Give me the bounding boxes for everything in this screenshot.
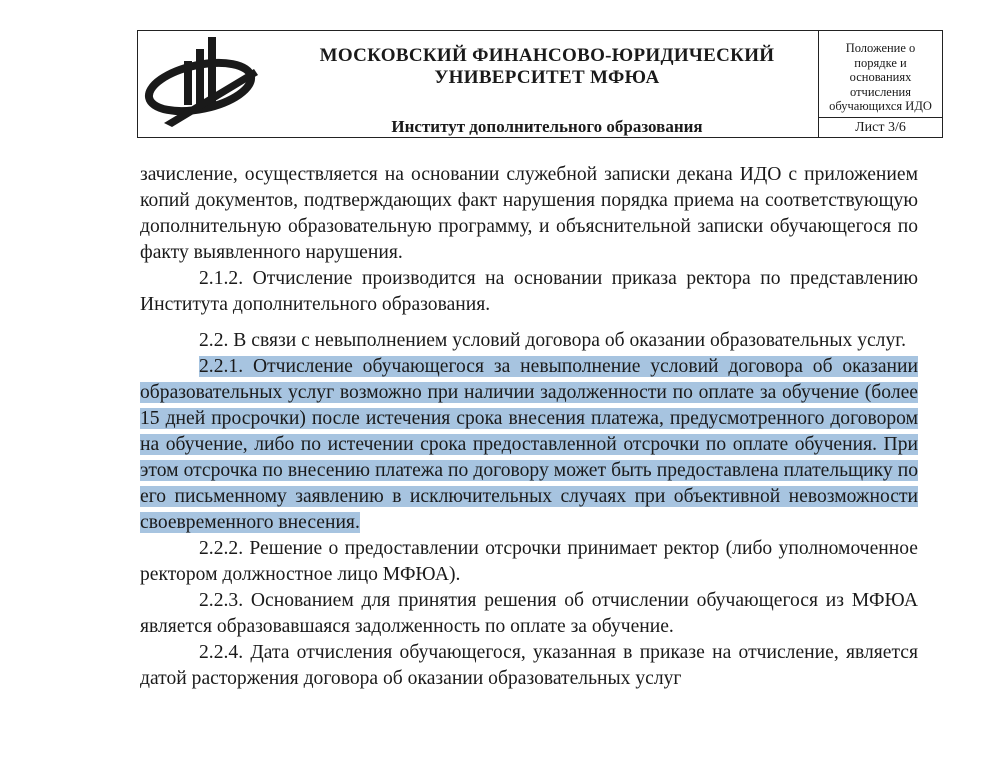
document-name: Положение о порядке и основаниях отчисления обучающихся ИДО <box>829 41 932 113</box>
university-name: МОСКОВСКИЙ ФИНАНСОВО-ЮРИДИЧЕСКИЙ УНИВЕРСИТЕТ МФЮА <box>319 45 775 88</box>
document-body <box>140 162 918 692</box>
text-selection[interactable]: 2.2.1. Отчисление обучающегося за невыполнение условий договора об оказании образовательных услуг возможно при наличии задолженности по оплате за обучение (более 15 дней просрочки) после истечения срока внесения платежа, предусмотренного договором на обучение, либо по истечении срока предоставленной отсрочки по оплате обучения. При этом отсрочка по внесению платежа по договору может быть предоставлена плательщику по его письменному заявлению в исключительных случаях при объективной невозможности своевременного внесения. <box>140 356 918 533</box>
title-cell <box>278 31 816 137</box>
sheet-number: Лист 3/6 <box>819 117 942 138</box>
document-header <box>137 30 943 138</box>
paragraph-2-2-4: 2.2.4. Дата отчисления обучающегося, указанная в приказе на отчисление, является датой расторжения договора об оказании образовательных услуг <box>140 642 918 689</box>
university-logo <box>144 35 272 135</box>
paragraph-2-1-2: 2.1.2. Отчисление производится на основании приказа ректора по представлению Института дополнительного образования. <box>140 268 918 315</box>
logo-cell <box>138 31 278 137</box>
institute-name: Институт дополнительного образования <box>391 117 703 136</box>
paragraph-2-2-2: 2.2.2. Решение о предоставлении отсрочки принимает ректор (либо уполномоченное ректором должностное лицо МФЮА). <box>140 538 918 585</box>
paragraph-2-2-1-highlighted[interactable] <box>136 354 922 536</box>
document-info-cell <box>818 31 942 137</box>
paragraph-continuation: зачисление, осуществляется на основании служебной записки декана ИДО с приложением копий документов, подтверждающих факт нарушения порядка приема на соответствующую дополнительную образовательную программу, и объяснительной записки обучающегося по факту выявленного нарушения. <box>140 164 918 263</box>
paragraph-2-2: 2.2. В связи с невыполнением условий договора об оказании образовательных услуг. <box>199 330 906 351</box>
paragraph-2-2-3: 2.2.3. Основанием для принятия решения об отчислении обучающегося из МФЮА является образовавшаяся задолженность по оплате за обучение. <box>140 590 918 637</box>
